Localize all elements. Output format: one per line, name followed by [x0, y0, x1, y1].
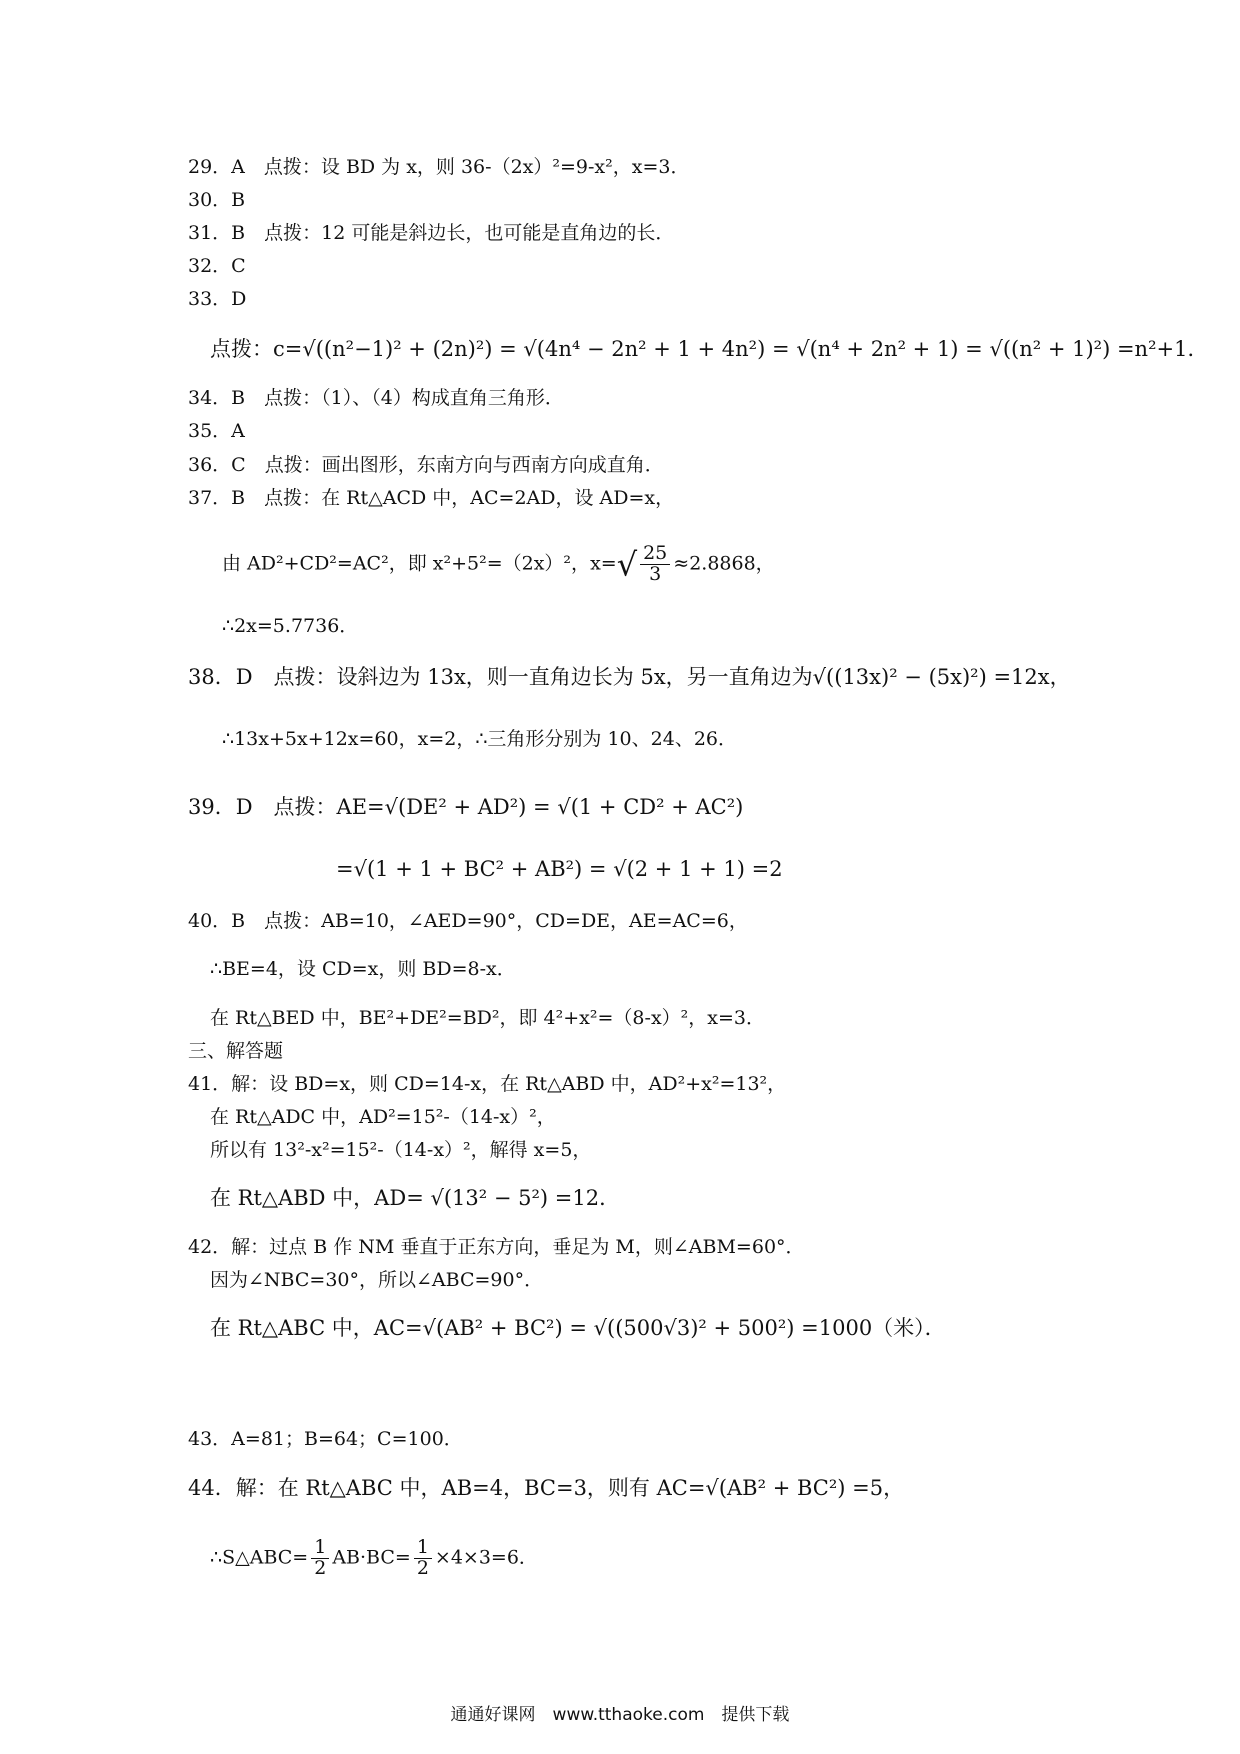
answer-42-step2: 在 Rt△ABC 中，AC=√(AB² + BC²) = √((500√3)² + 500²) =1000（米）． [210, 1316, 946, 1340]
answer-33-formula: 点拨：c=√((n²−1)² + (2n)²) = √(4n⁴ − 2n² + 1 + 4n²) = √(n⁴ + 2n² + 1) = √((n² + 1)²) =n²+1． [210, 337, 1209, 361]
answer-37: 37．B 点拨：在 Rt△ACD 中，AC=2AD，设 AD=x， [188, 487, 675, 509]
answer-44: 44．解：在 Rt△ABC 中，AB=4，BC=3，则有 AC=√(AB² + BC²) =5， [188, 1476, 905, 1500]
answer-38-step: ∴13x+5x+12x=60，x=2，∴三角形分别为 10、24、26． [222, 728, 737, 750]
answer-44-area-mid: AB·BC= [332, 1546, 411, 1569]
fraction-den: 2 [314, 1556, 327, 1579]
answer-34: 34．B 点拨：（1）、（4）构成直角三角形． [188, 387, 564, 409]
fraction-num: 1 [311, 1538, 329, 1559]
answer-37-approx: ≈2.8868， [673, 552, 775, 575]
answer-31: 31．B 点拨：12 可能是斜边长，也可能是直角边的长． [188, 222, 675, 244]
answer-30: 30．B [188, 189, 246, 211]
fraction-den: 2 [416, 1556, 429, 1579]
answer-37-result: ∴2x=5.7736． [222, 615, 359, 637]
section-heading-solutions: 三、解答题 [188, 1040, 284, 1062]
fraction-1-2-b [414, 1538, 432, 1579]
answer-39-step: =√(1 + 1 + BC² + AB²) = √(2 + 1 + 1) =2 [336, 857, 783, 881]
answer-41: 41．解：设 BD=x，则 CD=14-x，在 Rt△ABD 中，AD²+x²=13²， [188, 1073, 787, 1095]
answer-40: 40．B 点拨：AB=10，∠AED=90°，CD=DE，AE=AC=6， [188, 910, 748, 932]
answer-41-step1: 在 Rt△ADC 中，AD²=15²-（14-x）²， [210, 1106, 556, 1128]
answer-40-step2: 在 Rt△BED 中，BE²+DE²=BD²，即 4²+x²=（8-x）²，x=3． [210, 1007, 765, 1029]
answer-39: 39．D 点拨：AE=√(DE² + AD²) = √(1 + CD² + AC²) [188, 795, 744, 819]
answer-44-area-result: ×4×3=6． [434, 1546, 538, 1569]
answer-29: 29．A 点拨：设 BD 为 x，则 36-（2x）²=9-x²，x=3． [188, 156, 690, 178]
answer-37-step-text: 由 AD²+CD²=AC²，即 x²+5²=（2x）²， [222, 552, 591, 575]
page-footer: 通通好课网 www.tthaoke.com 提供下载 [450, 1705, 790, 1725]
answer-33: 33．D [188, 288, 247, 310]
answer-38: 38．D 点拨：设斜边为 13x，则一直角边长为 5x，另一直角边为√((13x)² − (5x)²) =12x， [188, 665, 1071, 689]
answer-42: 42．解：过点 B 作 NM 垂直于正东方向，垂足为 M，则∠ABM=60°． [188, 1236, 805, 1258]
answer-41-step2: 所以有 13²-x²=15²-（14-x）²，解得 x=5， [210, 1139, 592, 1161]
fraction-den: 3 [649, 562, 662, 585]
fraction-25-3 [640, 544, 670, 585]
fraction-num: 25 [640, 544, 670, 565]
fraction-num: 1 [414, 1538, 432, 1559]
answer-35: 35．A [188, 420, 245, 442]
answer-37-var: x= [590, 552, 617, 575]
fraction-1-2-a [311, 1538, 329, 1579]
answer-36: 36．C 点拨：画出图形，东南方向与西南方向成直角． [188, 454, 664, 476]
answer-40-step1: ∴BE=4，设 CD=x，则 BD=8-x． [210, 958, 516, 980]
answer-37-step: 由 AD²+CD²=AC²，即 x²+5²=（2x）²，x=√ $\frac{25}{3}$ ≈2.8868， [222, 542, 775, 585]
answer-42-step1: 因为∠NBC=30°，所以∠ABC=90°． [210, 1269, 544, 1291]
answer-43: 43．A=81；B=64；C=100． [188, 1428, 463, 1450]
answer-44-area-label: ∴S△ABC= [210, 1546, 309, 1569]
answer-32: 32．C [188, 255, 246, 277]
answer-41-step3: 在 Rt△ABD 中，AD= √(13² − 5²) =12． [210, 1186, 621, 1210]
answer-44-area [210, 1538, 538, 1579]
